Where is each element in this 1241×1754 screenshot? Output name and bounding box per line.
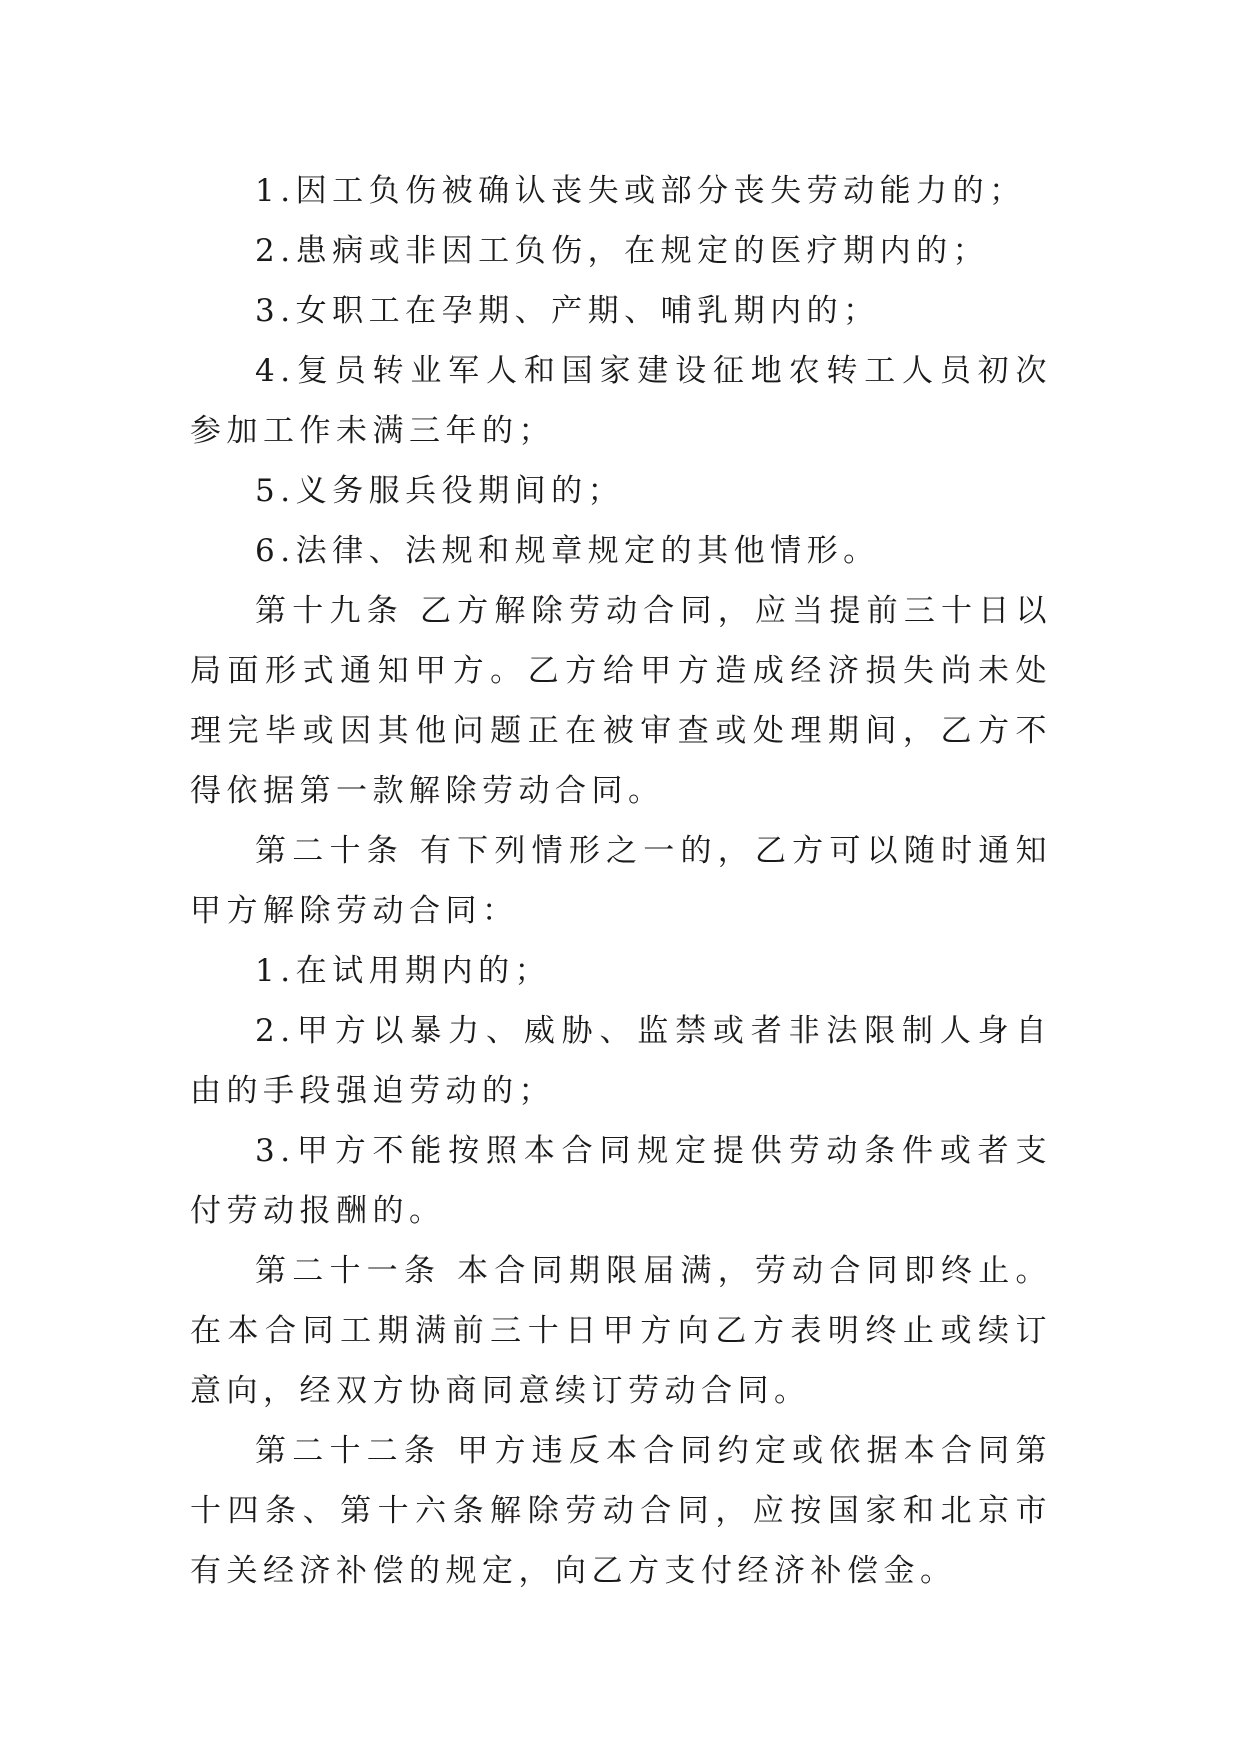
article-19: 第十九条 乙方解除劳动合同，应当提前三十日以局面形式通知甲方。乙方给甲方造成经济损失尚未处理完毕或因其他问题正在被审查或处理期间，乙方不得依据第一款解除劳动合同。 bbox=[190, 593, 1052, 809]
article-20-item-3: 3.甲方不能按照本合同规定提供劳动条件或者支付劳动报酬的。 bbox=[190, 1133, 1052, 1229]
paragraph-item-2: 2.患病或非因工负伤，在规定的医疗期内的； bbox=[255, 233, 990, 269]
article-22: 第二十二条 甲方违反本合同约定或依据本合同第十四条、第十六条解除劳动合同，应按国家和北京市有关经济补偿的规定，向乙方支付经济补偿金。 bbox=[190, 1433, 1052, 1589]
paragraph-item-6: 6.法律、法规和规章规定的其他情形。 bbox=[255, 533, 880, 569]
article-21: 第二十一条 本合同期限届满，劳动合同即终止。在本合同工期满前三十日甲方向乙方表明终止或续订意向，经双方协商同意续订劳动合同。 bbox=[190, 1253, 1052, 1409]
article-20-item-2: 2.甲方以暴力、威胁、监禁或者非法限制人身自由的手段强迫劳动的； bbox=[190, 1013, 1052, 1109]
paragraph-item-4: 4.复员转业军人和国家建设征地农转工人员初次参加工作未满三年的； bbox=[190, 353, 1052, 449]
paragraph-item-3: 3.女职工在孕期、产期、哺乳期内的； bbox=[255, 293, 880, 329]
paragraph-item-5: 5.义务服兵役期间的； bbox=[255, 473, 625, 509]
article-20-item-1: 1.在试用期内的； bbox=[255, 953, 552, 989]
document-body bbox=[190, 161, 1052, 1601]
paragraph-item-1: 1.因工负伤被确认丧失或部分丧失劳动能力的； bbox=[255, 173, 1026, 209]
article-20: 第二十条 有下列情形之一的，乙方可以随时通知甲方解除劳动合同： bbox=[190, 833, 1052, 929]
